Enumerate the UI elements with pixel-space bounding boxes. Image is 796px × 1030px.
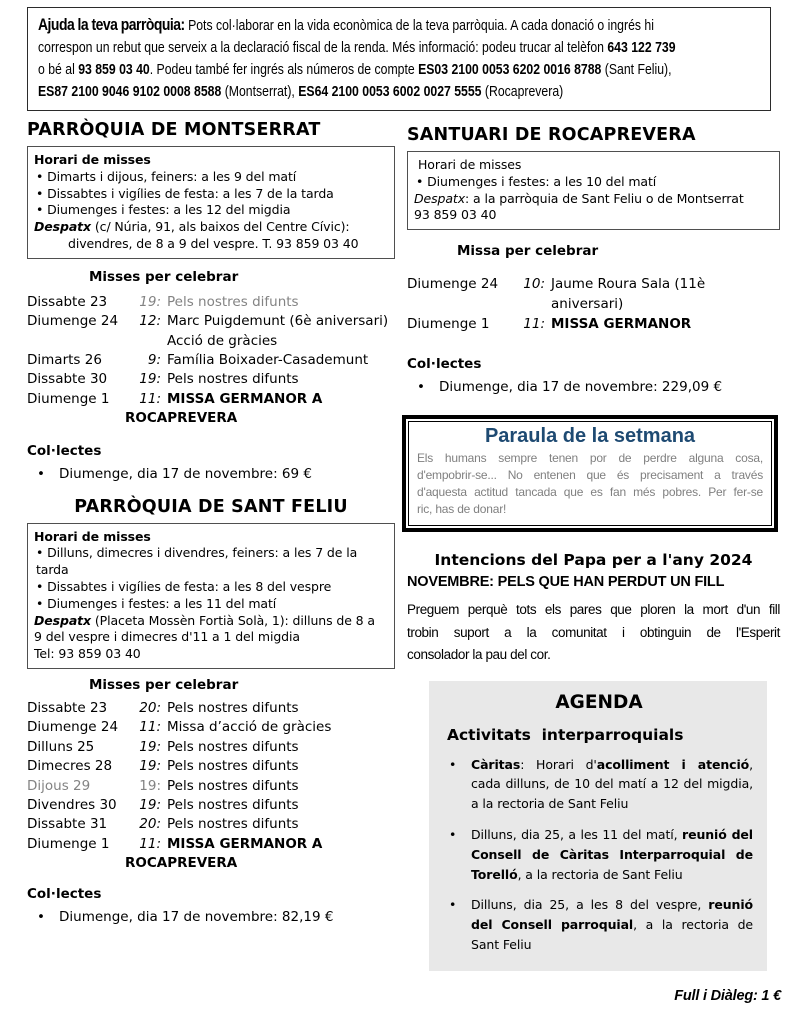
paraula-title: Paraula de la setmana (484, 425, 696, 448)
mass-row: Diumenge 24 11: Missa d’acció de gràcies (27, 719, 332, 736)
montserrat-misses-heading: Misses per celebrar (89, 268, 239, 285)
donation-line: correspon un rebut que serveix a la declaració fiscal de la renda. Més informació: podeu trucar al telèfon 643 122 739 (38, 40, 676, 56)
phone-number: 93 859 03 40 (78, 62, 150, 78)
santfeliu-horari-box (27, 523, 395, 669)
mass-row-continuation: ROCAPREVERA (125, 410, 238, 427)
mass-row: Diumenge 1 11: MISSA GERMANOR (407, 316, 692, 333)
santfeliu-misses-heading: Misses per celebrar (89, 677, 239, 693)
bullet-dot: • (449, 897, 457, 913)
phone-number: 643 122 739 (607, 40, 676, 56)
telephone-line: Tel: 93 859 03 40 (34, 646, 141, 662)
santfeliu-mass-list (27, 699, 395, 874)
rocaprevera-misses-heading: Missa per celebrar (457, 243, 599, 260)
price-note: Full i Diàleg: 1 € (674, 988, 781, 1004)
rocaprevera-collectes-heading: Col·lectes (407, 356, 482, 373)
despatx-label: Despatx (34, 219, 92, 235)
left-column (27, 111, 395, 971)
santfeliu-collectes-heading: Col·lectes (27, 885, 102, 902)
donation-line: o bé al 93 859 03 40. Podeu també fer ingrés als números de compte ES03 2100 0053 6202 0016 8788 (Sant Feliu), (38, 62, 672, 78)
mass-row: Diumenge 24 12: Marc Puigdemunt (6è aniversari) (27, 313, 389, 330)
mass-row: Dimecres 28 19: Pels nostres difunts (27, 758, 299, 775)
horari-heading: Horari de misses (34, 528, 151, 544)
mass-row: Dissabte 23 20: Pels nostres difunts (27, 700, 299, 716)
despatx-line: Despatx (c/ Núria, 91, als baixos del Centre Cívic): (34, 219, 350, 235)
intencions-subtitle: NOVEMBRE: PELS QUE HAN PERDUT UN FILL (407, 574, 725, 591)
despatx-line2: 9 del vespre i dimecres d'11 a 1 del migdia (34, 629, 300, 645)
horari-bullet: • Dilluns, dimecres i divendres, feiners: a les 7 de la tarda (36, 545, 358, 578)
paraula-body: Els humans sempre tenen por de perdre alguna cosa, d'empobrir-se... No entenen que és precisament a través d'aquesta actitud tancada que es fan més pobres. Per fer-se ric, has de donar! (417, 451, 763, 517)
mass-row: Dissabte 30 19: Pels nostres difunts (27, 371, 299, 388)
despatx-label: Despatx (414, 190, 466, 206)
donation-line: Ajuda la teva parròquia: Pots col·laborar en la vida econòmica de la teva parròquia. A cada donació o ingrés hi (38, 16, 654, 34)
mass-row: Diumenge 1 11: MISSA GERMANOR A (27, 835, 323, 852)
bullet-dot: • (37, 465, 45, 482)
horari-bullet: • Dissabtes i vigílies de festa: a les 8 del vespre (36, 579, 332, 595)
telephone-line: 93 859 03 40 (414, 207, 497, 223)
donation-lead: Ajuda la teva parròquia: (38, 16, 185, 34)
mass-row: Dissabte 31 20: Pels nostres difunts (27, 816, 299, 833)
rocaprevera-mass-list (407, 274, 780, 334)
montserrat-title: PARRÒQUIA DE MONTSERRAT (27, 120, 321, 140)
mass-row: Dijous 29 19: Pels nostres difunts (27, 777, 299, 794)
agenda-item: • Dilluns, dia 25, a les 8 del vespre, reunió del Consell parroquial, a la rectoria de Sant Feliu (445, 895, 753, 954)
horari-bullet: • Diumenges i festes: a les 10 del matí (416, 173, 657, 189)
agenda-box (429, 681, 767, 971)
santfeliu-collecta: • Diumenge, dia 17 de novembre: 82,19 € (37, 908, 334, 925)
bullet-dot: • (417, 379, 425, 396)
bullet-dot: • (37, 908, 45, 925)
iban-rocaprevera: ES64 2100 0053 6002 0027 5555 (298, 84, 482, 100)
despatx-label: Despatx (34, 612, 92, 628)
montserrat-horari-box (27, 146, 395, 259)
donation-info-box (27, 7, 771, 111)
montserrat-collecta: • Diumenge, dia 17 de novembre: 69 € (37, 465, 312, 482)
agenda-title: AGENDA (555, 691, 643, 713)
montserrat-collectes-heading: Col·lectes (27, 442, 102, 459)
paraula-setmana-box (402, 415, 778, 532)
santfeliu-title: PARRÒQUIA DE SANT FELIU (74, 496, 348, 517)
paraula-setmana-inner (408, 421, 772, 526)
iban-montserrat: ES87 2100 9046 9102 0008 8588 (38, 84, 222, 100)
intencions-body: Preguem perquè tots els pares que ploren la mort d'un fill trobin suport a la comunitat i obtinguin de l'Esperit consolador la pau del cor. (407, 602, 780, 663)
mass-row: Diumenge 24 10: Jaume Roura Sala (11è aniversari) (407, 276, 706, 313)
intencions-title: Intencions del Papa per a l'any 2024 (434, 551, 753, 570)
iban-sant-feliu: ES03 2100 0053 6202 0016 8788 (418, 62, 602, 78)
bullet-dot: • (449, 827, 457, 843)
agenda-item: • Dilluns, dia 25, a les 11 del matí, reunió del Consell de Càritas Interparroquial de Torelló, a la rectoria de Sant Feliu (445, 825, 753, 884)
donation-line: ES87 2100 9046 9102 0008 8588 (Montserrat), ES64 2100 0053 6002 0027 5555 (Rocaprevera) (38, 84, 564, 100)
bullet-dot: • (449, 756, 457, 772)
horari-heading: Horari de misses (34, 152, 151, 167)
horari-bullet: • Diumenges i festes: a les 12 del migdia (36, 202, 291, 218)
mass-row: Dimarts 26 9: Família Boixader-Casademunt (27, 352, 369, 368)
agenda-subtitle: Activitats interparroquials (447, 725, 684, 744)
right-column (407, 111, 780, 971)
mass-row-continuation: ROCAPREVERA (125, 855, 238, 872)
rocaprevera-horari-box (407, 151, 780, 230)
mass-row: Diumenge 1 11: MISSA GERMANOR A (27, 390, 323, 407)
rocaprevera-collecta: • Diumenge, dia 17 de novembre: 229,09 € (417, 379, 723, 396)
despatx-line: Despatx (Placeta Mossèn Fortià Solà, 1): dilluns de 8 a (34, 612, 375, 628)
mass-row: Dissabte 23 19: Pels nostres difunts (27, 293, 299, 310)
horari-bullet: • Diumenges i festes: a les 11 del matí (36, 595, 277, 611)
horari-heading: Horari de misses (418, 157, 522, 172)
despatx-line2: divendres, de 8 a 9 del vespre. T. 93 859 03 40 (68, 235, 359, 251)
mass-row: Divendres 30 19: Pels nostres difunts (27, 797, 299, 814)
donation-info-text (38, 14, 760, 103)
agenda-item: • Càritas: Horari d'acolliment i atenció, cada dilluns, de 10 del matí a 12 del migdia, a la rectoria de Sant Feliu (445, 755, 753, 814)
despatx-line: Despatx: a la parròquia de Sant Feliu o de Montserrat (414, 190, 744, 206)
mass-row: Dilluns 25 19: Pels nostres difunts (27, 738, 299, 755)
montserrat-mass-list (27, 293, 395, 429)
rocaprevera-title: SANTUARI DE ROCAPREVERA (407, 125, 696, 145)
horari-bullet: • Dimarts i dijous, feiners: a les 9 del matí (36, 168, 297, 184)
horari-bullet: • Dissabtes i vigílies de festa: a les 7 de la tarda (36, 185, 334, 201)
mass-row-continuation: Acció de gràcies (167, 332, 278, 349)
